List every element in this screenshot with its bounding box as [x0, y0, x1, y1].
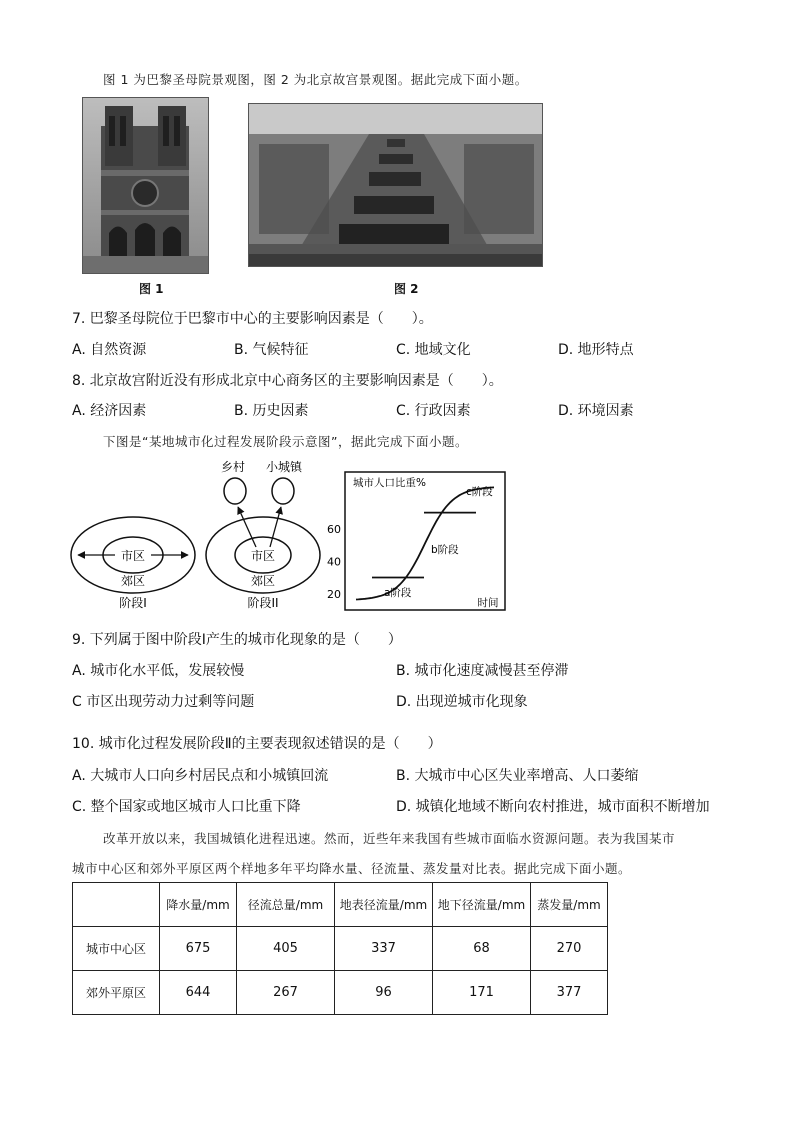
table-header-cell: 地表径流量/mm: [335, 883, 433, 927]
y-tick-label: 60: [327, 522, 341, 536]
table-row: [73, 927, 608, 971]
q8-option-c[interactable]: C. 行政因素: [396, 403, 471, 419]
table-row: [73, 971, 608, 1015]
water-balance-table: [72, 882, 608, 1015]
urbanization-curve-chart: [327, 472, 505, 610]
small-town-label: 小城镇: [265, 460, 303, 474]
urbanization-s-curve: [356, 487, 494, 599]
table-cell: 675: [160, 927, 237, 971]
table-cell: 171: [433, 971, 531, 1015]
stage-1-ring-label: 郊区: [120, 574, 146, 588]
stage-1-label: 阶段I: [119, 596, 147, 610]
forbidden-city-photo: [248, 103, 543, 267]
table-cell: 城市中心区: [73, 927, 160, 971]
urbanization-stage-diagram: [60, 455, 520, 615]
table-header-cell: 降水量/mm: [160, 883, 237, 927]
table-cell: 郊外平原区: [73, 971, 160, 1015]
table-header-cell: 地下径流量/mm: [433, 883, 531, 927]
q7-option-d[interactable]: D. 地形特点: [558, 342, 634, 358]
intro-text-2: 下图是“某地城市化过程发展阶段示意图”，据此完成下面小题。: [103, 434, 468, 449]
q8-option-d[interactable]: D. 环境因素: [558, 403, 634, 419]
table-cell: 68: [433, 927, 531, 971]
table-cell: 96: [335, 971, 433, 1015]
intro-text-1: 图 1 为巴黎圣母院景观图，图 2 为北京故宫景观图。据此完成下面小题。: [103, 72, 528, 87]
question-8-stem: 8. 北京故宫附近没有形成北京中心商务区的主要影响因素是（ ）。: [72, 373, 503, 389]
q9-option-b[interactable]: B. 城市化速度减慢甚至停滞: [396, 663, 569, 679]
q7-option-a[interactable]: A. 自然资源: [72, 342, 147, 358]
table-cell: 337: [335, 927, 433, 971]
village-label: 乡村: [220, 460, 246, 474]
q7-option-b[interactable]: B. 气候特征: [234, 342, 309, 358]
y-tick-label: 20: [327, 587, 341, 601]
question-7-stem: 7. 巴黎圣母院位于巴黎市中心的主要影响因素是（ ）。: [72, 311, 433, 327]
chart-y-label: 城市人口比重%: [353, 477, 426, 489]
stage-2-center-label: 市区: [250, 549, 276, 563]
table-cell: 377: [531, 971, 608, 1015]
table-cell: 405: [237, 927, 335, 971]
small-town-node: [272, 478, 294, 504]
q10-option-d[interactable]: D. 城镇化地域不断向农村推进，城市面积不断增加: [396, 799, 710, 815]
stage-b-label: b阶段: [431, 544, 459, 556]
y-tick-label: 40: [327, 555, 341, 569]
notre-dame-photo: [82, 97, 209, 274]
table-header-row: [73, 883, 608, 927]
q10-option-b[interactable]: B. 大城市中心区失业率增高、人口萎缩: [396, 768, 639, 784]
stage-2-ring-label: 郊区: [250, 574, 276, 588]
q7-option-c[interactable]: C. 地域文化: [396, 342, 471, 358]
table-cell: 270: [531, 927, 608, 971]
intro-text-3-line-2: 城市中心区和郊外平原区两个样地多年平均降水量、径流量、蒸发量对比表。据此完成下面小题。: [72, 861, 632, 876]
q9-option-d[interactable]: D. 出现逆城市化现象: [396, 694, 528, 710]
question-9-stem: 9. 下列属于图中阶段Ⅰ产生的城市化现象的是（ ）: [72, 632, 402, 648]
stage-c-label: c阶段: [466, 486, 493, 498]
stage-1-diagram: [71, 517, 195, 610]
table-header-cell: 蒸发量/mm: [531, 883, 608, 927]
stage-1-center-label: 市区: [120, 549, 146, 563]
chart-x-label: 时间: [477, 597, 499, 609]
table-cell: 644: [160, 971, 237, 1015]
q10-option-a[interactable]: A. 大城市人口向乡村居民点和小城镇回流: [72, 768, 329, 784]
q8-option-a[interactable]: A. 经济因素: [72, 403, 147, 419]
stage-2-label: 阶段II: [247, 596, 279, 610]
stage-2-diagram: [206, 459, 320, 610]
q10-option-c[interactable]: C. 整个国家或地区城市人口比重下降: [72, 799, 301, 815]
q9-option-c[interactable]: C 市区出现劳动力过剩等问题: [72, 694, 255, 710]
table-header-cell: [73, 883, 160, 927]
village-node: [224, 478, 246, 504]
question-10-stem: 10. 城市化过程发展阶段Ⅱ的主要表现叙述错误的是（ ）: [72, 736, 442, 752]
table-cell: 267: [237, 971, 335, 1015]
fig2-caption: 图 2: [394, 282, 419, 296]
q9-option-a[interactable]: A. 城市化水平低，发展较慢: [72, 663, 245, 679]
intro-text-3-line-1: 改革开放以来，我国城镇化进程迅速。然而，近些年来我国有些城市面临水资源问题。表为我国某市: [103, 831, 676, 846]
q8-option-b[interactable]: B. 历史因素: [234, 403, 309, 419]
stage-a-label: a阶段: [384, 587, 412, 599]
table-header-cell: 径流总量/mm: [237, 883, 335, 927]
fig1-caption: 图 1: [139, 282, 164, 296]
